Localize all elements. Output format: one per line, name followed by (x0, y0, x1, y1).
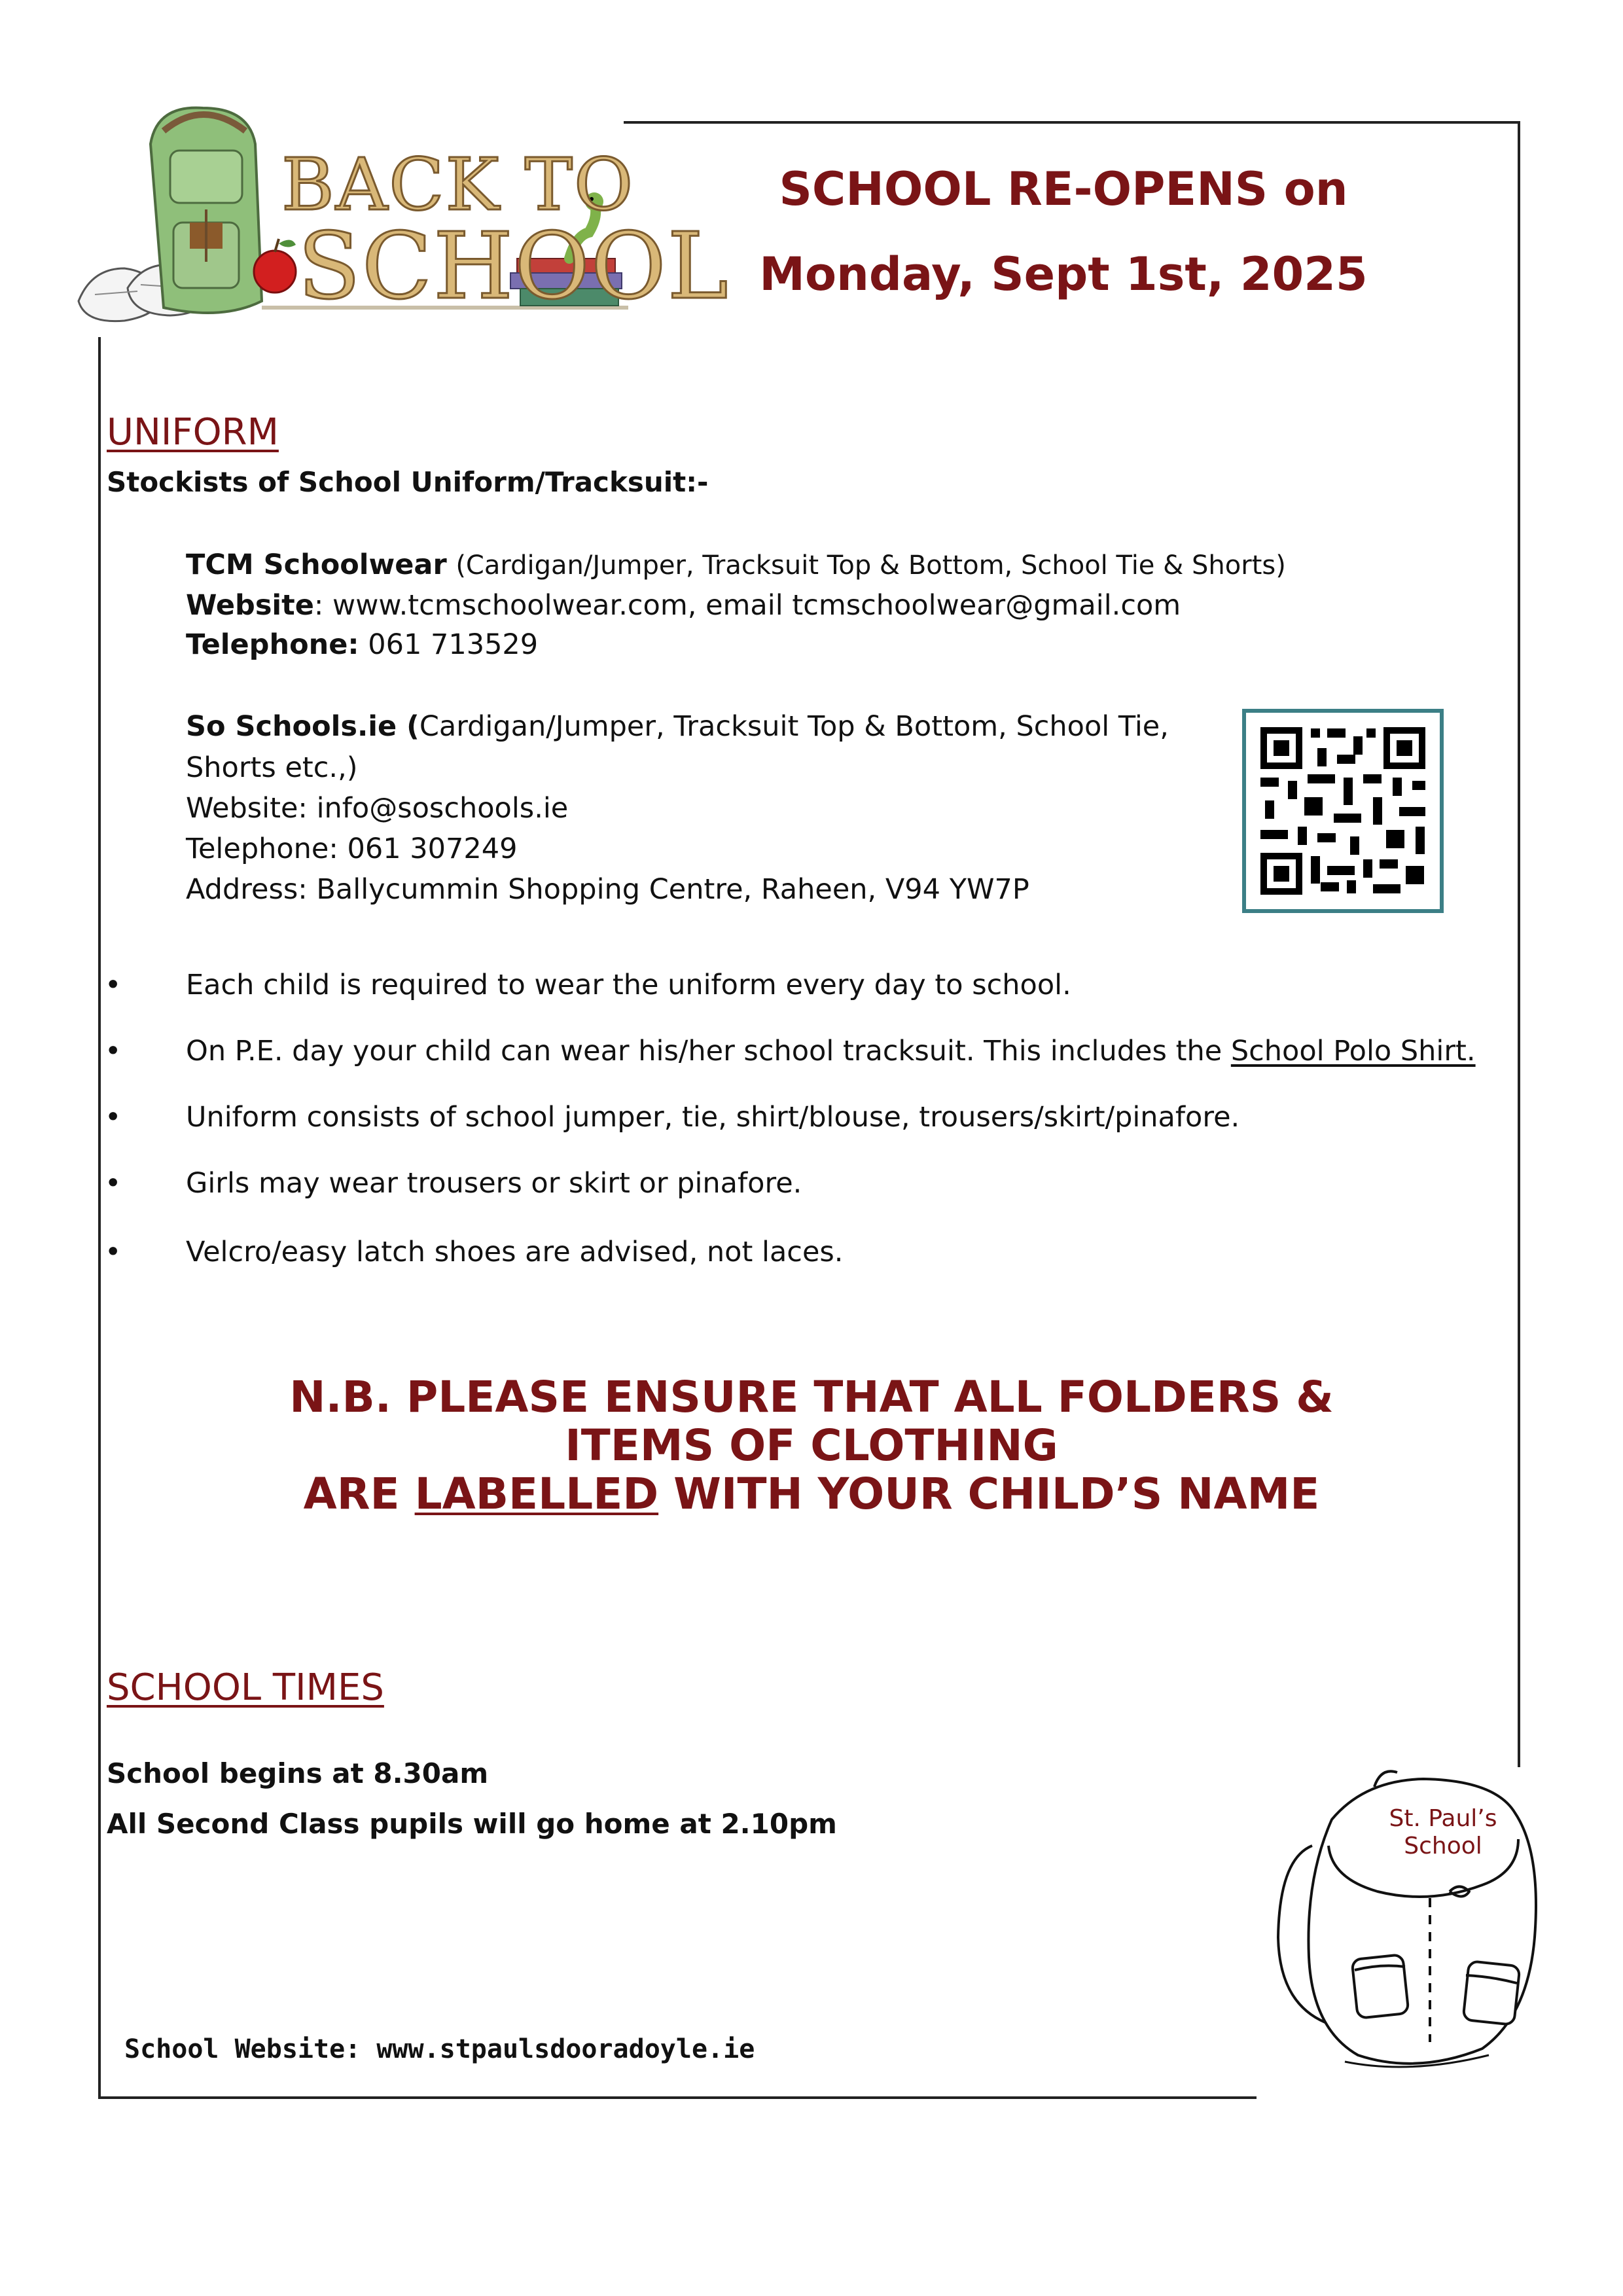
tcm-website-line (186, 589, 1181, 622)
school-times-title: SCHOOL TIMES (107, 1666, 384, 1709)
so-schools-name: So Schools.ie ( (186, 710, 419, 743)
bullet-dot: • (105, 1236, 122, 1268)
notice-line-3: ARE LABELLED WITH YOUR CHILD’S NAME (303, 1469, 1320, 1519)
bag-label-line-2: School (1404, 1833, 1482, 1859)
so-schools-items: Cardigan/Jumper, Tracksuit Top & Bottom, School Tie, (419, 710, 1169, 743)
list-item (105, 969, 1544, 1008)
back-to-school-logo (65, 105, 730, 353)
reopen-date: Monday, Sept 1st, 2025 (759, 247, 1368, 301)
school-begins: School begins at 8.30am (107, 1757, 489, 1789)
svg-text:BACK TO: BACK TO (281, 143, 635, 226)
bullet-text: Girls may wear trousers or skirt or pinafore. (186, 1167, 802, 1200)
frame-right-line (1518, 121, 1520, 1767)
bullet-dot: • (105, 1035, 122, 1067)
list-item (105, 1236, 1544, 1275)
tcm-telephone-line (186, 628, 538, 661)
frame-left-line (98, 337, 101, 2099)
svg-text:SCHOOL: SCHOOL (298, 213, 730, 320)
bullet-dot: • (105, 1167, 122, 1200)
school-website-link[interactable]: www.stpaulsdooradoyle.ie (376, 2034, 755, 2064)
bag-label-line-1: St. Paul’s (1389, 1805, 1497, 1832)
school-bag-illustration (1266, 1767, 1580, 2088)
list-item (105, 1167, 1544, 1206)
so-schools-line (186, 710, 1169, 743)
tcm-name: TCM Schoolwear (186, 548, 447, 581)
bullet-text: Uniform consists of school jumper, tie, shirt/blouse, trousers/skirt/pinafore. (186, 1101, 1240, 1134)
bullet-text: Velcro/easy latch shoes are advised, not laces. (186, 1236, 844, 1268)
notice-line-2: ITEMS OF CLOTHING (565, 1420, 1058, 1471)
labelled-word: LABELLED (414, 1469, 659, 1519)
bullet-text: Each child is required to wear the uniform every day to school. (186, 969, 1071, 1001)
so-schools-items-2: Shorts etc.,) (186, 751, 358, 784)
qr-code[interactable] (1242, 709, 1444, 913)
frame-bottom-line (98, 2096, 1257, 2099)
list-item (105, 1035, 1544, 1074)
bullet-text: On P.E. day your child can wear his/her school tracksuit. This includes the (186, 1035, 1231, 1067)
bullet-dot: • (105, 1101, 122, 1134)
tcm-line (186, 548, 1286, 581)
tcm-website-value[interactable]: : www.tcmschoolwear.com, email tcmschoolwear@gmail.com (313, 589, 1181, 622)
bullet-dot: • (105, 969, 122, 1001)
second-class-home: All Second Class pupils will go home at 2.10pm (107, 1808, 837, 1840)
so-schools-telephone: Telephone: 061 307249 (186, 833, 518, 865)
tcm-website-label: Website (186, 589, 314, 622)
notice-line-1: N.B. PLEASE ENSURE THAT ALL FOLDERS & (289, 1372, 1334, 1422)
uniform-title: UNIFORM (107, 411, 279, 454)
reopen-heading: SCHOOL RE-OPENS on (779, 162, 1348, 216)
polo-shirt-text: School Polo Shirt. (1230, 1035, 1476, 1067)
tcm-items: (Cardigan/Jumper, Tracksuit Top & Bottom, School Tie & Shorts) (455, 550, 1286, 581)
stockists-label: Stockists of School Uniform/Tracksuit:- (107, 466, 709, 498)
labelling-notice (196, 1373, 1427, 1518)
tcm-telephone-label: Telephone: (186, 628, 359, 661)
so-schools-address: Address: Ballycummin Shopping Centre, Raheen, V94 YW7P (186, 873, 1029, 906)
tcm-telephone-value: 061 713529 (359, 628, 539, 661)
so-schools-website[interactable]: Website: info@soschools.ie (186, 792, 569, 825)
school-website-line (124, 2034, 755, 2064)
list-item (105, 1101, 1544, 1140)
frame-top-line (624, 121, 1520, 124)
backpack-icon (151, 108, 262, 313)
school-website-label: School Website: (124, 2034, 377, 2064)
